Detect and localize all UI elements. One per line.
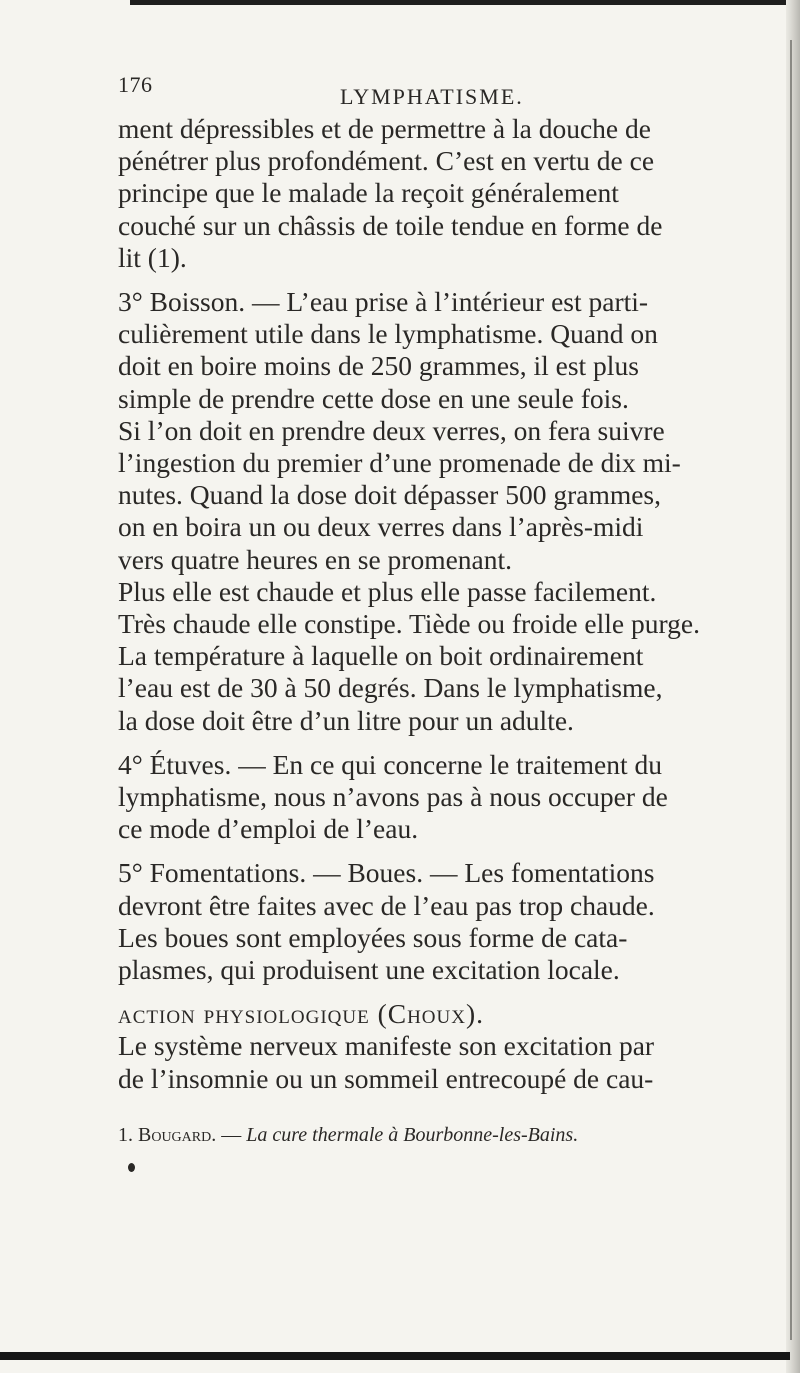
text-line: culièrement utile dans le lymphatisme. Quand on (118, 318, 658, 350)
text-line: l’eau est de 30 à 50 degrés. Dans le lymphatisme, (118, 672, 663, 704)
text-line: Très chaude elle constipe. Tiède ou froide elle purge. (118, 608, 700, 640)
text-line: 4° Étuves. — En ce qui concerne le traitement du (118, 748, 662, 780)
paragraph-boisson (118, 286, 768, 576)
paragraph-fomentations (118, 857, 768, 986)
text-line: devront être faites avec de l’eau pas trop chaude. (118, 889, 655, 921)
footnote-marker: 1. (118, 1124, 133, 1146)
paragraph-gap (118, 274, 768, 286)
text-line: ce mode d’emploi de l’eau. (118, 813, 419, 845)
paragraph-gap (118, 845, 768, 857)
paragraph-temperature (118, 576, 768, 737)
text-line: Si l’on doit en prendre deux verres, on fera suivre (118, 414, 665, 446)
running-title: LYMPHATISME. (340, 84, 524, 109)
top-border-rule (130, 0, 790, 5)
footnote-author: Bougard. (138, 1124, 217, 1146)
text-line: on en boira un ou deux verres dans l’après-midi (118, 511, 644, 543)
section-heading: action physiologique (Choux). (118, 998, 484, 1030)
footnote-title: La cure thermale à Bourbonne-les-Bains. (246, 1124, 579, 1146)
right-border-rule (790, 40, 792, 1340)
footnote (118, 1122, 768, 1148)
text-line: lit (1). (118, 241, 187, 273)
ink-blot (128, 1163, 135, 1172)
text-line: principe que le malade la reçoit généralement (118, 177, 619, 209)
text-line: Les boues sont employées sous forme de cata- (118, 921, 628, 953)
text-line: plasmes, qui produisent une excitation locale. (118, 954, 620, 986)
text-line: ment dépressibles et de permettre à la douche de (118, 113, 651, 144)
text-line: pénétrer plus profondément. C’est en vertu de ce (118, 145, 655, 177)
text-line: 5° Fomentations. — Boues. — Les fomentations (118, 857, 655, 889)
text-line: lymphatisme, nous n’avons pas à nous occuper de (118, 781, 668, 813)
paragraph-etuves (118, 749, 768, 846)
paragraph-action-physiologique (118, 998, 768, 1095)
text-line: doit en boire moins de 250 grammes, il est plus (118, 350, 639, 382)
page-header (118, 72, 758, 108)
text-line: nutes. Quand la dose doit dépasser 500 grammes, (118, 479, 662, 511)
page-right-edge (786, 0, 800, 1373)
paragraph-gap (118, 737, 768, 749)
text-line: Le système nerveux manifeste son excitation par (118, 1030, 655, 1062)
text-line: l’ingestion du premier d’une promenade de dix mi- (118, 447, 681, 479)
footnote-dash: — (221, 1124, 242, 1146)
text-line: La température à laquelle on boit ordinairement (118, 640, 644, 672)
text-line: de l’insomnie ou un sommeil entrecoupé de cau- (118, 1062, 654, 1094)
text-line: simple de prendre cette dose en une seule fois. (118, 382, 629, 414)
bottom-border-rule (0, 1352, 790, 1360)
text-line: la dose doit être d’un litre pour un adulte. (118, 704, 574, 736)
text-line: couché sur un châssis de toile tendue en forme de (118, 209, 663, 241)
body-text (118, 113, 768, 1095)
paragraph-continuation (118, 113, 768, 274)
paragraph-gap (118, 986, 768, 998)
text-line: 3° Boisson. — L’eau prise à l’intérieur est parti- (118, 286, 649, 318)
text-line: Plus elle est chaude et plus elle passe facilement. (118, 575, 657, 607)
text-line: vers quatre heures en se promenant. (118, 543, 513, 575)
page-number: 176 (118, 72, 153, 97)
